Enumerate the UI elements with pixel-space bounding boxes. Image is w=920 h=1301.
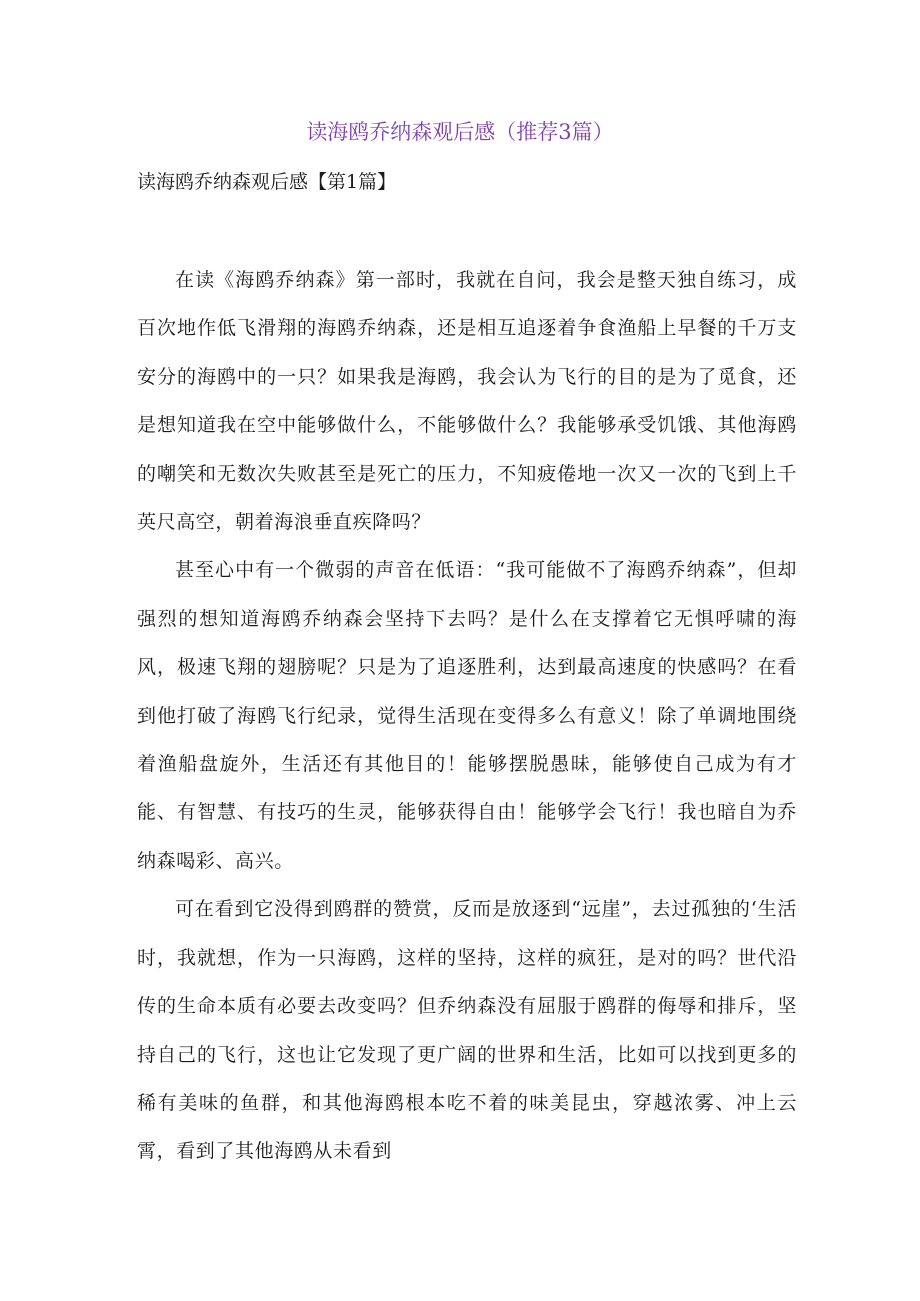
document-title: 读海鸥乔纳森观后感（推荐3篇） <box>306 120 614 144</box>
document-body <box>137 256 797 1176</box>
paragraph-3: 可在看到它没得到鸥群的赞赏，反而是放逐到“远崖”，去过孤独的‘生活时，我就想，作为一只海鸥，这样的坚持，这样的疯狂，是对的吗？世代沿传的生命本质有必要去改变吗？但乔纳森没有屈服于鸥群的侮辱和排斥，坚持自己的飞行，这也让它发现了更广阔的世界和生活，比如可以找到更多的稀有美味的鱼群，和其他海鸥根本吃不着的味美昆虫，穿越浓雾、冲上云霄，看到了其他海鸥从未看到 <box>137 898 797 1163</box>
paragraph-1: 在读《海鸥乔纳森》第一部时，我就在自问，我会是整天独自练习，成百次地作低飞滑翔的海鸥乔纳森，还是相互追逐着争食渔船上早餐的千万支安分的海鸥中的一只？如果我是海鸥，我会认为飞行的目的是为了觅食，还是想知道我在空中能够做什么，不能够做什么？我能够承受饥饿、其他海鸥的嘲笑和无数次失败甚至是死亡的压力，不知疲倦地一次又一次的飞到上千英尺高空，朝着海浪垂直疾降吗？ <box>137 269 797 534</box>
paragraph-2: 甚至心中有一个微弱的声音在低语：“我可能做不了海鸥乔纳森”，但却强烈的想知道海鸥乔纳森会坚持下去吗？是什么在支撑着它无惧呼啸的海风，极速飞翔的翅膀呢？只是为了追逐胜利，达到最高速度的快感吗？在看到他打破了海鸥飞行纪录，觉得生活现在变得多么有意义！除了单调地围绕着渔船盘旋外，生活还有其他目的！能够摆脱愚昧，能够使自己成为有才能、有智慧、有技巧的生灵，能够获得自由！能够学会飞行！我也暗自为乔纳森喝彩、高兴。 <box>137 559 797 872</box>
section-heading: 读海鸥乔纳森观后感【第1篇】 <box>137 171 397 193</box>
